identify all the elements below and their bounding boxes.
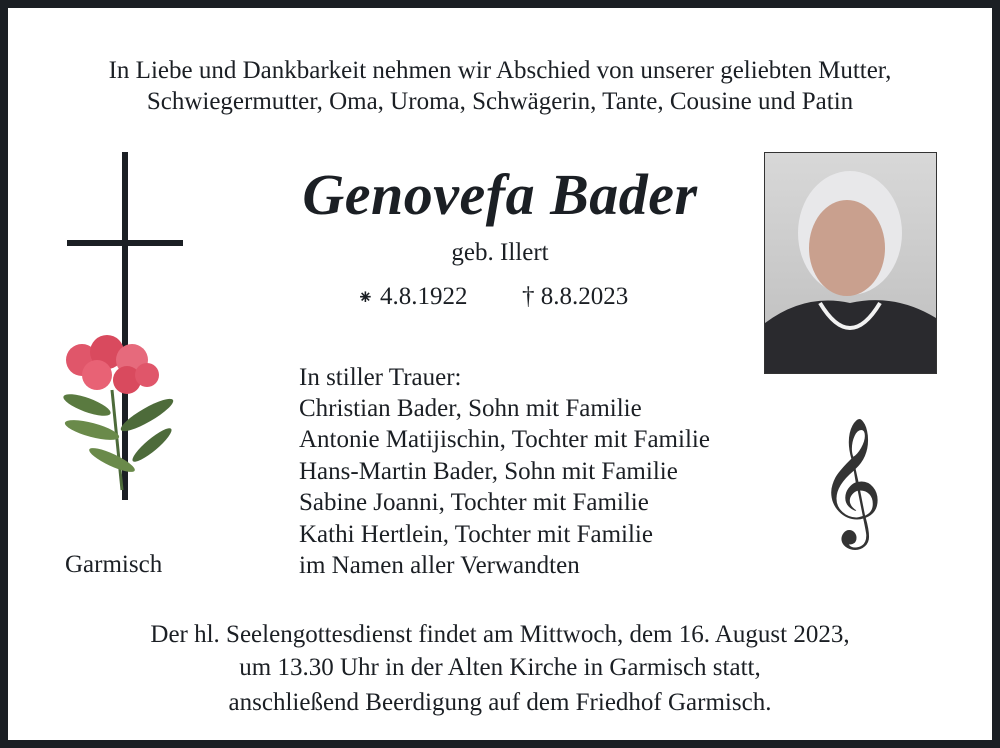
mourner-item: Sabine Joanni, Tochter mit Familie <box>299 489 649 516</box>
service-line-2: um 13.30 Uhr in der Alten Kirche in Garmisch statt, <box>239 654 761 681</box>
death-cross-icon: † <box>522 283 535 310</box>
treble-clef-icon <box>818 416 884 544</box>
mourner-item: Hans-Martin Bader, Sohn mit Familie <box>299 458 678 485</box>
deceased-name: Genovefa Bader <box>302 162 698 227</box>
birth-date <box>357 281 468 314</box>
service-line-3: anschließend Beerdigung auf dem Friedhof Garmisch. <box>228 689 772 716</box>
intro-line-1: In Liebe und Dankbarkeit nehmen wir Abschied von unserer geliebten Mutter, <box>108 57 892 84</box>
mourner-item: Antonie Matijischin, Tochter mit Familie <box>299 426 710 453</box>
death-date-value: 8.8.2023 <box>540 283 629 310</box>
portrait-photo <box>764 152 937 374</box>
mourners-heading: In stiller Trauer: <box>299 364 462 391</box>
mourner-item: Christian Bader, Sohn mit Familie <box>299 395 642 422</box>
birth-star-icon: ⁕ <box>357 287 374 309</box>
death-date <box>522 281 628 312</box>
mourner-item: Kathi Hertlein, Tochter mit Familie <box>299 521 653 548</box>
birth-date-value: 4.8.1922 <box>380 283 468 310</box>
service-line-1: Der hl. Seelengottesdienst findet am Mittwoch, dem 16. August 2023, <box>150 621 850 648</box>
alpine-rose-icon <box>42 330 187 500</box>
intro-line-2: Schwiegermutter, Oma, Uroma, Schwägerin, Tante, Cousine und Patin <box>146 88 854 115</box>
place-label: Garmisch <box>65 551 163 578</box>
maiden-name: geb. Illert <box>451 239 549 266</box>
svg-text:𝄞: 𝄞 <box>818 416 884 544</box>
mourner-item: im Namen aller Verwandten <box>299 552 580 579</box>
